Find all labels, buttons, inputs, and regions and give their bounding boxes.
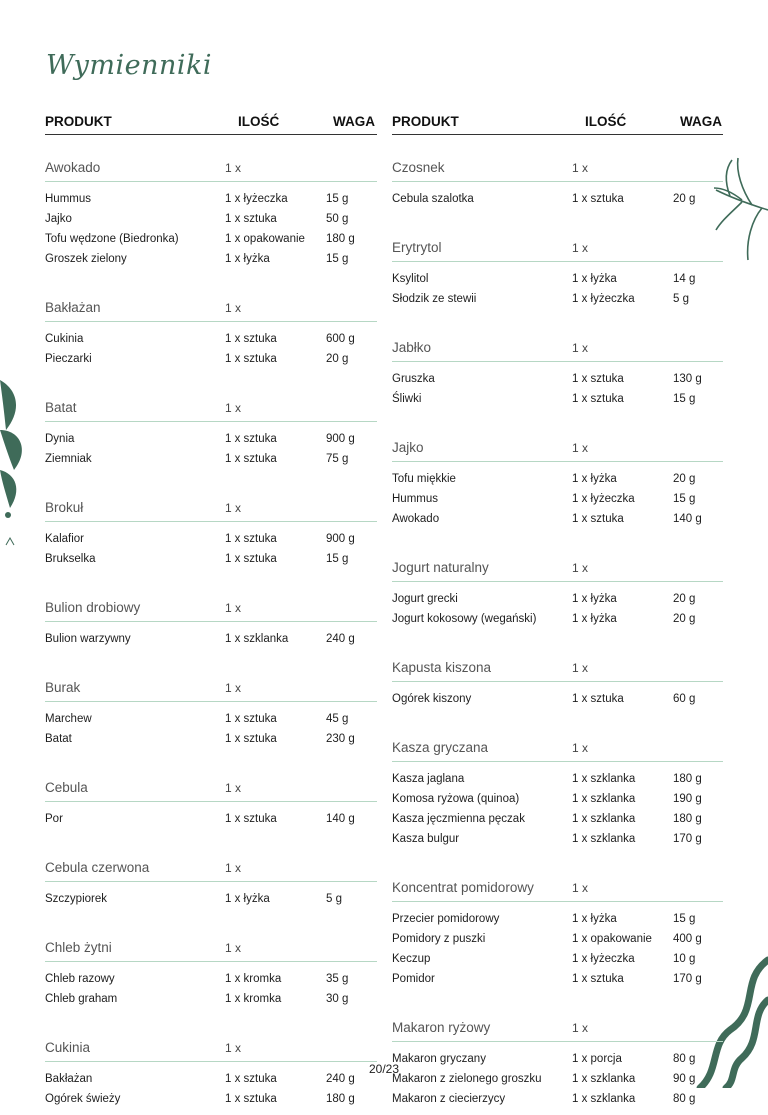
substitute-qty: 1 x łyżeczka <box>572 493 635 505</box>
substitute-row <box>392 931 723 951</box>
main-product-qty: 1 x <box>225 401 242 415</box>
substitute-row <box>392 291 723 311</box>
main-product-name: Makaron ryżowy <box>392 1020 491 1035</box>
substitute-qty: 1 x opakowanie <box>225 233 305 245</box>
main-product-name: Burak <box>45 680 81 695</box>
substitute-row <box>45 531 377 551</box>
left-column <box>45 112 377 1115</box>
main-product-name: Kasza gryczana <box>392 740 489 755</box>
main-product-row <box>45 295 377 322</box>
substitute-list <box>392 582 723 635</box>
substitute-list <box>45 522 377 575</box>
main-product-name: Batat <box>45 400 77 415</box>
product-group <box>45 395 377 475</box>
product-group <box>392 875 723 995</box>
substitute-qty: 1 x sztuka <box>225 353 277 365</box>
substitute-qty: 1 x łyżka <box>572 273 617 285</box>
substitute-row <box>45 811 377 831</box>
substitute-qty: 1 x łyżka <box>572 613 617 625</box>
substitute-weight: 75 g <box>326 453 349 465</box>
main-product-row <box>392 155 723 182</box>
main-product-qty: 1 x <box>225 861 242 875</box>
main-product-row <box>392 335 723 362</box>
substitute-weight: 20 g <box>326 353 349 365</box>
main-product-qty: 1 x <box>225 601 242 615</box>
substitute-name: Szczypiorek <box>45 893 107 905</box>
substitute-qty: 1 x sztuka <box>572 973 624 985</box>
right-groups <box>392 155 723 1115</box>
substitute-name: Chleb razowy <box>45 973 115 985</box>
substitute-name: Dynia <box>45 433 75 445</box>
product-group <box>392 435 723 535</box>
main-product-name: Erytrytol <box>392 240 442 255</box>
substitute-weight: 600 g <box>326 333 355 345</box>
main-product-name: Bulion drobiowy <box>45 600 141 615</box>
substitute-row <box>45 551 377 571</box>
main-product-qty: 1 x <box>572 881 589 895</box>
substitute-qty: 1 x kromka <box>225 973 282 985</box>
substitute-name: Pomidory z puszki <box>392 933 486 945</box>
product-group <box>45 155 377 275</box>
substitute-qty: 1 x łyżka <box>572 593 617 605</box>
main-product-row <box>392 555 723 582</box>
substitute-row <box>392 491 723 511</box>
substitute-name: Chleb graham <box>45 993 118 1005</box>
product-group <box>45 935 377 1015</box>
main-product-name: Cebula czerwona <box>45 860 150 875</box>
substitute-weight: 90 g <box>673 1073 696 1085</box>
substitute-weight: 35 g <box>326 973 349 985</box>
substitute-name: Ksylitol <box>392 273 429 285</box>
substitute-row <box>45 251 377 271</box>
main-product-row <box>392 1015 723 1042</box>
substitute-row <box>392 611 723 631</box>
header-product: PRODUKT <box>45 114 112 129</box>
substitute-qty: 1 x sztuka <box>572 193 624 205</box>
substitute-qty: 1 x sztuka <box>225 733 277 745</box>
substitute-name: Pieczarki <box>45 353 92 365</box>
main-product-name: Brokuł <box>45 500 84 515</box>
main-product-row <box>45 675 377 702</box>
substitute-weight: 170 g <box>673 833 702 845</box>
substitute-qty: 1 x sztuka <box>225 453 277 465</box>
substitute-weight: 45 g <box>326 713 349 725</box>
substitute-weight: 80 g <box>673 1053 696 1065</box>
substitute-qty: 1 x szklanka <box>572 833 636 845</box>
substitute-name: Ogórek kiszony <box>392 693 472 705</box>
substitute-row <box>392 691 723 711</box>
substitute-row <box>392 791 723 811</box>
substitute-list <box>45 182 377 275</box>
main-product-qty: 1 x <box>572 341 589 355</box>
substitute-row <box>45 971 377 991</box>
substitute-row <box>45 631 377 651</box>
main-product-qty: 1 x <box>572 1021 589 1035</box>
substitute-name: Śliwki <box>392 393 422 405</box>
substitute-qty: 1 x łyżka <box>572 913 617 925</box>
substitute-row <box>392 771 723 791</box>
substitute-name: Brukselka <box>45 553 96 565</box>
substitute-row <box>392 1091 723 1111</box>
substitute-row <box>392 811 723 831</box>
table-header <box>392 112 723 135</box>
substitute-list <box>45 422 377 475</box>
substitute-qty: 1 x sztuka <box>225 713 277 725</box>
substitute-weight: 900 g <box>326 433 355 445</box>
substitute-row <box>392 511 723 531</box>
substitute-weight: 50 g <box>326 213 349 225</box>
substitute-qty: 1 x szklanka <box>572 813 636 825</box>
product-group <box>392 335 723 415</box>
main-product-qty: 1 x <box>572 741 589 755</box>
main-product-row <box>45 935 377 962</box>
substitute-list <box>45 702 377 755</box>
main-product-qty: 1 x <box>225 161 242 175</box>
substitute-weight: 180 g <box>326 233 355 245</box>
substitute-list <box>45 622 377 655</box>
substitute-row <box>45 891 377 911</box>
main-product-name: Chleb żytni <box>45 940 112 955</box>
substitute-qty: 1 x łyżka <box>572 473 617 485</box>
substitute-list <box>392 902 723 995</box>
substitute-row <box>45 211 377 231</box>
product-group <box>392 555 723 635</box>
substitute-row <box>45 991 377 1011</box>
substitute-qty: 1 x szklanka <box>572 773 636 785</box>
substitute-row <box>45 191 377 211</box>
header-qty: ILOŚĆ <box>585 114 627 129</box>
substitute-qty: 1 x łyżeczka <box>572 293 635 305</box>
left-groups <box>45 155 377 1115</box>
substitute-row <box>392 371 723 391</box>
main-product-qty: 1 x <box>225 781 242 795</box>
substitute-weight: 30 g <box>326 993 349 1005</box>
substitute-weight: 15 g <box>673 393 696 405</box>
substitute-weight: 15 g <box>326 193 349 205</box>
substitute-weight: 20 g <box>673 473 696 485</box>
substitute-weight: 15 g <box>673 493 696 505</box>
substitute-weight: 20 g <box>673 613 696 625</box>
substitute-qty: 1 x szklanka <box>572 1093 636 1105</box>
main-product-name: Cebula <box>45 780 88 795</box>
product-group <box>392 155 723 215</box>
substitute-row <box>392 831 723 851</box>
substitute-name: Kasza bulgur <box>392 833 460 845</box>
main-product-row <box>45 395 377 422</box>
substitute-weight: 10 g <box>673 953 696 965</box>
main-product-row <box>392 655 723 682</box>
substitute-qty: 1 x łyżeczka <box>225 193 288 205</box>
main-product-row <box>392 235 723 262</box>
main-product-qty: 1 x <box>225 681 242 695</box>
main-product-qty: 1 x <box>225 501 242 515</box>
substitute-weight: 180 g <box>673 773 702 785</box>
substitute-qty: 1 x sztuka <box>225 433 277 445</box>
substitute-name: Marchew <box>45 713 92 725</box>
substitute-row <box>392 591 723 611</box>
substitute-name: Jajko <box>45 213 72 225</box>
substitute-weight: 60 g <box>673 693 696 705</box>
main-product-qty: 1 x <box>572 241 589 255</box>
substitute-list <box>392 362 723 415</box>
main-product-row <box>392 875 723 902</box>
product-group <box>392 655 723 715</box>
substitute-name: Słodzik ze stewii <box>392 293 477 305</box>
substitute-list <box>392 1042 723 1115</box>
substitute-qty: 1 x kromka <box>225 993 282 1005</box>
product-group <box>45 775 377 835</box>
main-product-name: Czosnek <box>392 160 445 175</box>
substitute-name: Kasza jęczmienna pęczak <box>392 813 525 825</box>
substitute-qty: 1 x łyżeczka <box>572 953 635 965</box>
product-group <box>392 235 723 315</box>
substitute-weight: 240 g <box>326 633 355 645</box>
substitute-row <box>392 471 723 491</box>
substitute-row <box>392 271 723 291</box>
substitute-weight: 400 g <box>673 933 702 945</box>
substitute-list <box>392 762 723 855</box>
substitute-qty: 1 x sztuka <box>572 693 624 705</box>
main-product-row <box>45 595 377 622</box>
product-group <box>392 735 723 855</box>
substitute-qty: 1 x sztuka <box>225 333 277 345</box>
substitute-weight: 140 g <box>326 813 355 825</box>
main-product-name: Bakłażan <box>45 300 101 315</box>
substitute-weight: 180 g <box>326 1093 355 1105</box>
substitute-list <box>392 682 723 715</box>
substitute-name: Jogurt grecki <box>392 593 458 605</box>
substitute-qty: 1 x sztuka <box>572 373 624 385</box>
main-product-row <box>45 155 377 182</box>
product-group <box>45 675 377 755</box>
substitute-qty: 1 x łyżka <box>225 893 270 905</box>
substitute-list <box>45 322 377 375</box>
substitute-row <box>45 431 377 451</box>
substitute-list <box>392 262 723 315</box>
substitute-qty: 1 x sztuka <box>225 1093 277 1105</box>
page-number: 20/23 <box>368 1062 400 1076</box>
table-header <box>45 112 377 135</box>
main-product-qty: 1 x <box>572 441 589 455</box>
substitute-qty: 1 x szklanka <box>572 1073 636 1085</box>
product-group <box>45 495 377 575</box>
substitute-name: Komosa ryżowa (quinoa) <box>392 793 520 805</box>
substitute-qty: 1 x łyżka <box>225 253 270 265</box>
substitute-weight: 130 g <box>673 373 702 385</box>
substitute-qty: 1 x sztuka <box>225 213 277 225</box>
substitute-name: Kasza jaglana <box>392 773 465 785</box>
substitute-weight: 15 g <box>326 253 349 265</box>
substitute-qty: 1 x sztuka <box>572 393 624 405</box>
substitute-list <box>45 882 377 915</box>
substitute-name: Hummus <box>392 493 439 505</box>
substitute-weight: 15 g <box>326 553 349 565</box>
substitute-name: Jogurt kokosowy (wegański) <box>392 613 537 625</box>
substitute-name: Makaron z ciecierzycy <box>392 1093 506 1105</box>
product-group <box>45 855 377 915</box>
main-product-row <box>45 775 377 802</box>
substitute-row <box>45 731 377 751</box>
substitute-weight: 240 g <box>326 1073 355 1085</box>
substitute-weight: 5 g <box>326 893 342 905</box>
product-group <box>45 595 377 655</box>
substitute-name: Bakłażan <box>45 1073 93 1085</box>
substitute-name: Ogórek świeży <box>45 1093 121 1105</box>
substitute-name: Tofu miękkie <box>392 473 456 485</box>
main-product-qty: 1 x <box>572 661 589 675</box>
main-product-qty: 1 x <box>225 1041 242 1055</box>
substitute-qty: 1 x sztuka <box>225 1073 277 1085</box>
substitute-list <box>45 802 377 835</box>
substitute-weight: 190 g <box>673 793 702 805</box>
substitute-weight: 20 g <box>673 193 696 205</box>
substitute-weight: 140 g <box>673 513 702 525</box>
main-product-name: Awokado <box>45 160 101 175</box>
substitute-name: Por <box>45 813 63 825</box>
main-product-row <box>392 735 723 762</box>
substitute-weight: 900 g <box>326 533 355 545</box>
header-product: PRODUKT <box>392 114 459 129</box>
substitute-row <box>392 191 723 211</box>
substitute-list <box>45 962 377 1015</box>
substitute-qty: 1 x sztuka <box>225 553 277 565</box>
main-product-name: Kapusta kiszona <box>392 660 492 675</box>
substitute-name: Bulion warzywny <box>45 633 131 645</box>
substitute-qty: 1 x opakowanie <box>572 933 652 945</box>
substitute-weight: 5 g <box>673 293 689 305</box>
substitute-weight: 170 g <box>673 973 702 985</box>
substitute-row <box>392 951 723 971</box>
main-product-name: Cukinia <box>45 1040 91 1055</box>
main-product-qty: 1 x <box>225 301 242 315</box>
substitute-name: Pomidor <box>392 973 435 985</box>
substitute-name: Przecier pomidorowy <box>392 913 500 925</box>
substitute-name: Keczup <box>392 953 431 965</box>
product-group <box>45 295 377 375</box>
substitute-name: Ziemniak <box>45 453 92 465</box>
substitute-row <box>45 231 377 251</box>
substitute-qty: 1 x porcja <box>572 1053 622 1065</box>
main-product-name: Jogurt naturalny <box>392 560 489 575</box>
substitute-name: Groszek zielony <box>45 253 127 265</box>
substitute-row <box>392 391 723 411</box>
substitute-name: Kalafior <box>45 533 84 545</box>
substitute-row <box>45 1091 377 1111</box>
substitute-name: Cukinia <box>45 333 84 345</box>
header-weight: WAGA <box>680 114 722 129</box>
substitute-row <box>45 711 377 731</box>
header-qty: ILOŚĆ <box>238 114 280 129</box>
substitute-name: Tofu wędzone (Biedronka) <box>45 233 179 245</box>
main-product-qty: 1 x <box>572 161 589 175</box>
header-weight: WAGA <box>333 114 375 129</box>
substitute-row <box>392 911 723 931</box>
main-product-qty: 1 x <box>572 561 589 575</box>
substitute-weight: 15 g <box>673 913 696 925</box>
substitute-name: Awokado <box>392 513 440 525</box>
leaf-decoration-left-icon <box>0 370 40 550</box>
substitute-row <box>45 331 377 351</box>
substitute-row <box>45 451 377 471</box>
substitute-row <box>392 971 723 991</box>
page-title: Wymienniki <box>46 50 213 81</box>
substitute-weight: 20 g <box>673 593 696 605</box>
substitute-weight: 180 g <box>673 813 702 825</box>
main-product-qty: 1 x <box>225 941 242 955</box>
substitute-list <box>392 182 723 215</box>
main-product-row <box>392 435 723 462</box>
substitute-qty: 1 x sztuka <box>225 813 277 825</box>
substitute-list <box>392 462 723 535</box>
substitute-qty: 1 x szklanka <box>572 793 636 805</box>
substitute-weight: 80 g <box>673 1093 696 1105</box>
substitute-row <box>45 351 377 371</box>
main-product-row <box>45 495 377 522</box>
substitute-weight: 14 g <box>673 273 696 285</box>
substitute-qty: 1 x szklanka <box>225 633 289 645</box>
substitute-weight: 230 g <box>326 733 355 745</box>
substitute-qty: 1 x sztuka <box>225 533 277 545</box>
main-product-row <box>45 855 377 882</box>
substitute-name: Makaron gryczany <box>392 1053 486 1065</box>
substitute-name: Cebula szalotka <box>392 193 474 205</box>
substitute-name: Hummus <box>45 193 92 205</box>
main-product-name: Jajko <box>392 440 424 455</box>
main-product-name: Jabłko <box>392 340 432 355</box>
substitute-qty: 1 x sztuka <box>572 513 624 525</box>
right-column <box>392 112 723 1115</box>
substitute-name: Makaron z zielonego groszku <box>392 1073 542 1085</box>
main-product-row <box>45 1035 377 1062</box>
main-product-name: Koncentrat pomidorowy <box>392 880 534 895</box>
substitute-name: Batat <box>45 733 72 745</box>
substitute-name: Gruszka <box>392 373 435 385</box>
